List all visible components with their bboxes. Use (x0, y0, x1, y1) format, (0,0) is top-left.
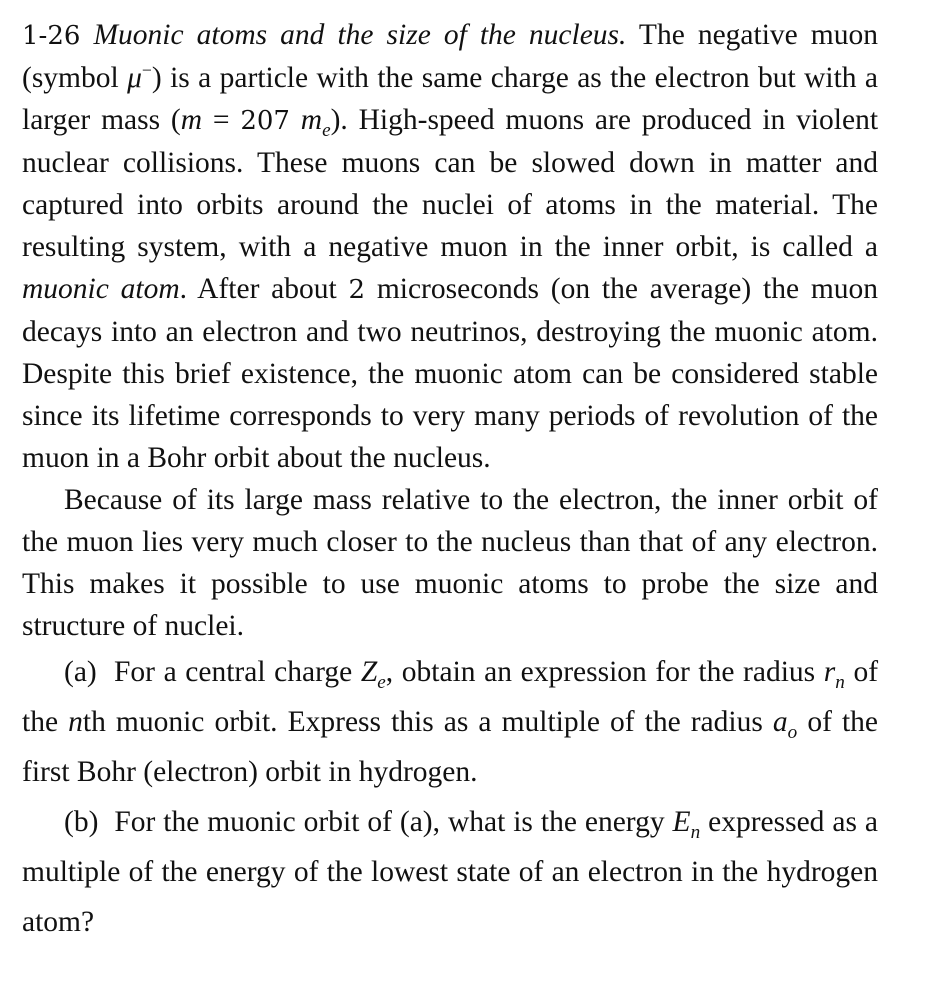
energy-e-subscript: n (690, 821, 701, 843)
muon-charge: − (141, 60, 152, 81)
paragraph-two: Because of its large mass relative to the electron, the inner orbit of the muon lies very much closer to the nucleus than that of any electron. This makes it possible to use muonic atoms to probe the size and structure of nuclei. (22, 484, 878, 642)
bohr-radius-symbol: a (772, 706, 788, 738)
part-a-text-1: For a central charge (113, 656, 353, 688)
charge-z-symbol: Z (360, 656, 378, 688)
n-symbol: n (68, 706, 83, 738)
intro-text-a: The negative muon (symbol (22, 19, 878, 94)
problem-number: 1-26 (22, 21, 81, 51)
radius-r-subscript: n (835, 671, 845, 693)
electron-mass-subscript: e (322, 119, 331, 141)
part-b-text-2: expressed as a multiple of the energy of the lowest state of an electron in the hydrogen atom? (22, 806, 878, 938)
intro-text-b: ) is a particle with the same charge as the electron but with a larger mass ( (22, 62, 878, 136)
mass-equals: = (202, 104, 241, 136)
muon-symbol: μ (127, 62, 142, 94)
part-a-paragraph (22, 647, 878, 797)
electron-mass-symbol: m (300, 104, 323, 136)
radius-r-symbol: r (823, 656, 836, 688)
bohr-radius-subscript: o (787, 721, 798, 743)
part-b-label: (b) (64, 806, 99, 838)
part-a-label: (a) (64, 656, 97, 688)
part-b-text-1: For the muonic orbit of (a), what is the energy (114, 806, 665, 838)
microseconds-number: 2 (348, 275, 366, 305)
part-a-text-5: of the first Bohr (electron) orbit in hydrogen. (22, 706, 879, 788)
problem-title: Muonic atoms and the size of the nucleus. (93, 19, 627, 51)
part-b-paragraph (22, 797, 878, 947)
intro-text-e: microseconds (on the average) the muon decays into an electron and two neutrinos, destroying the muonic atom. Despite this brief existence, the muonic atom can be considered stable since its lifetime corresponds to very many periods of revolution of the muon in a Bohr orbit about the nucleus. (22, 273, 879, 474)
part-a-text-3: of the (22, 656, 879, 738)
part-a-text-4: th muonic orbit. Express this as a multiple of the radius (82, 706, 763, 738)
energy-e-symbol: E (672, 806, 691, 838)
mass-number: 207 (240, 106, 290, 136)
intro-text-c: ). High-speed muons are produced in violent nuclear collisions. These muons can be slowed down in matter and captured into orbits around the nuclei of atoms in the material. The resulting system, with a negative muon in the inner orbit, is called a (22, 104, 879, 263)
mass-variable: m (180, 104, 203, 136)
charge-z-subscript: e (377, 671, 386, 693)
muonic-atom-term: muonic atom (22, 273, 180, 305)
document-page (22, 14, 878, 947)
problem-intro-paragraph (22, 14, 878, 479)
part-a-text-2: , obtain an expression for the radius (385, 656, 816, 688)
intro-text-d: . After about (179, 273, 337, 305)
